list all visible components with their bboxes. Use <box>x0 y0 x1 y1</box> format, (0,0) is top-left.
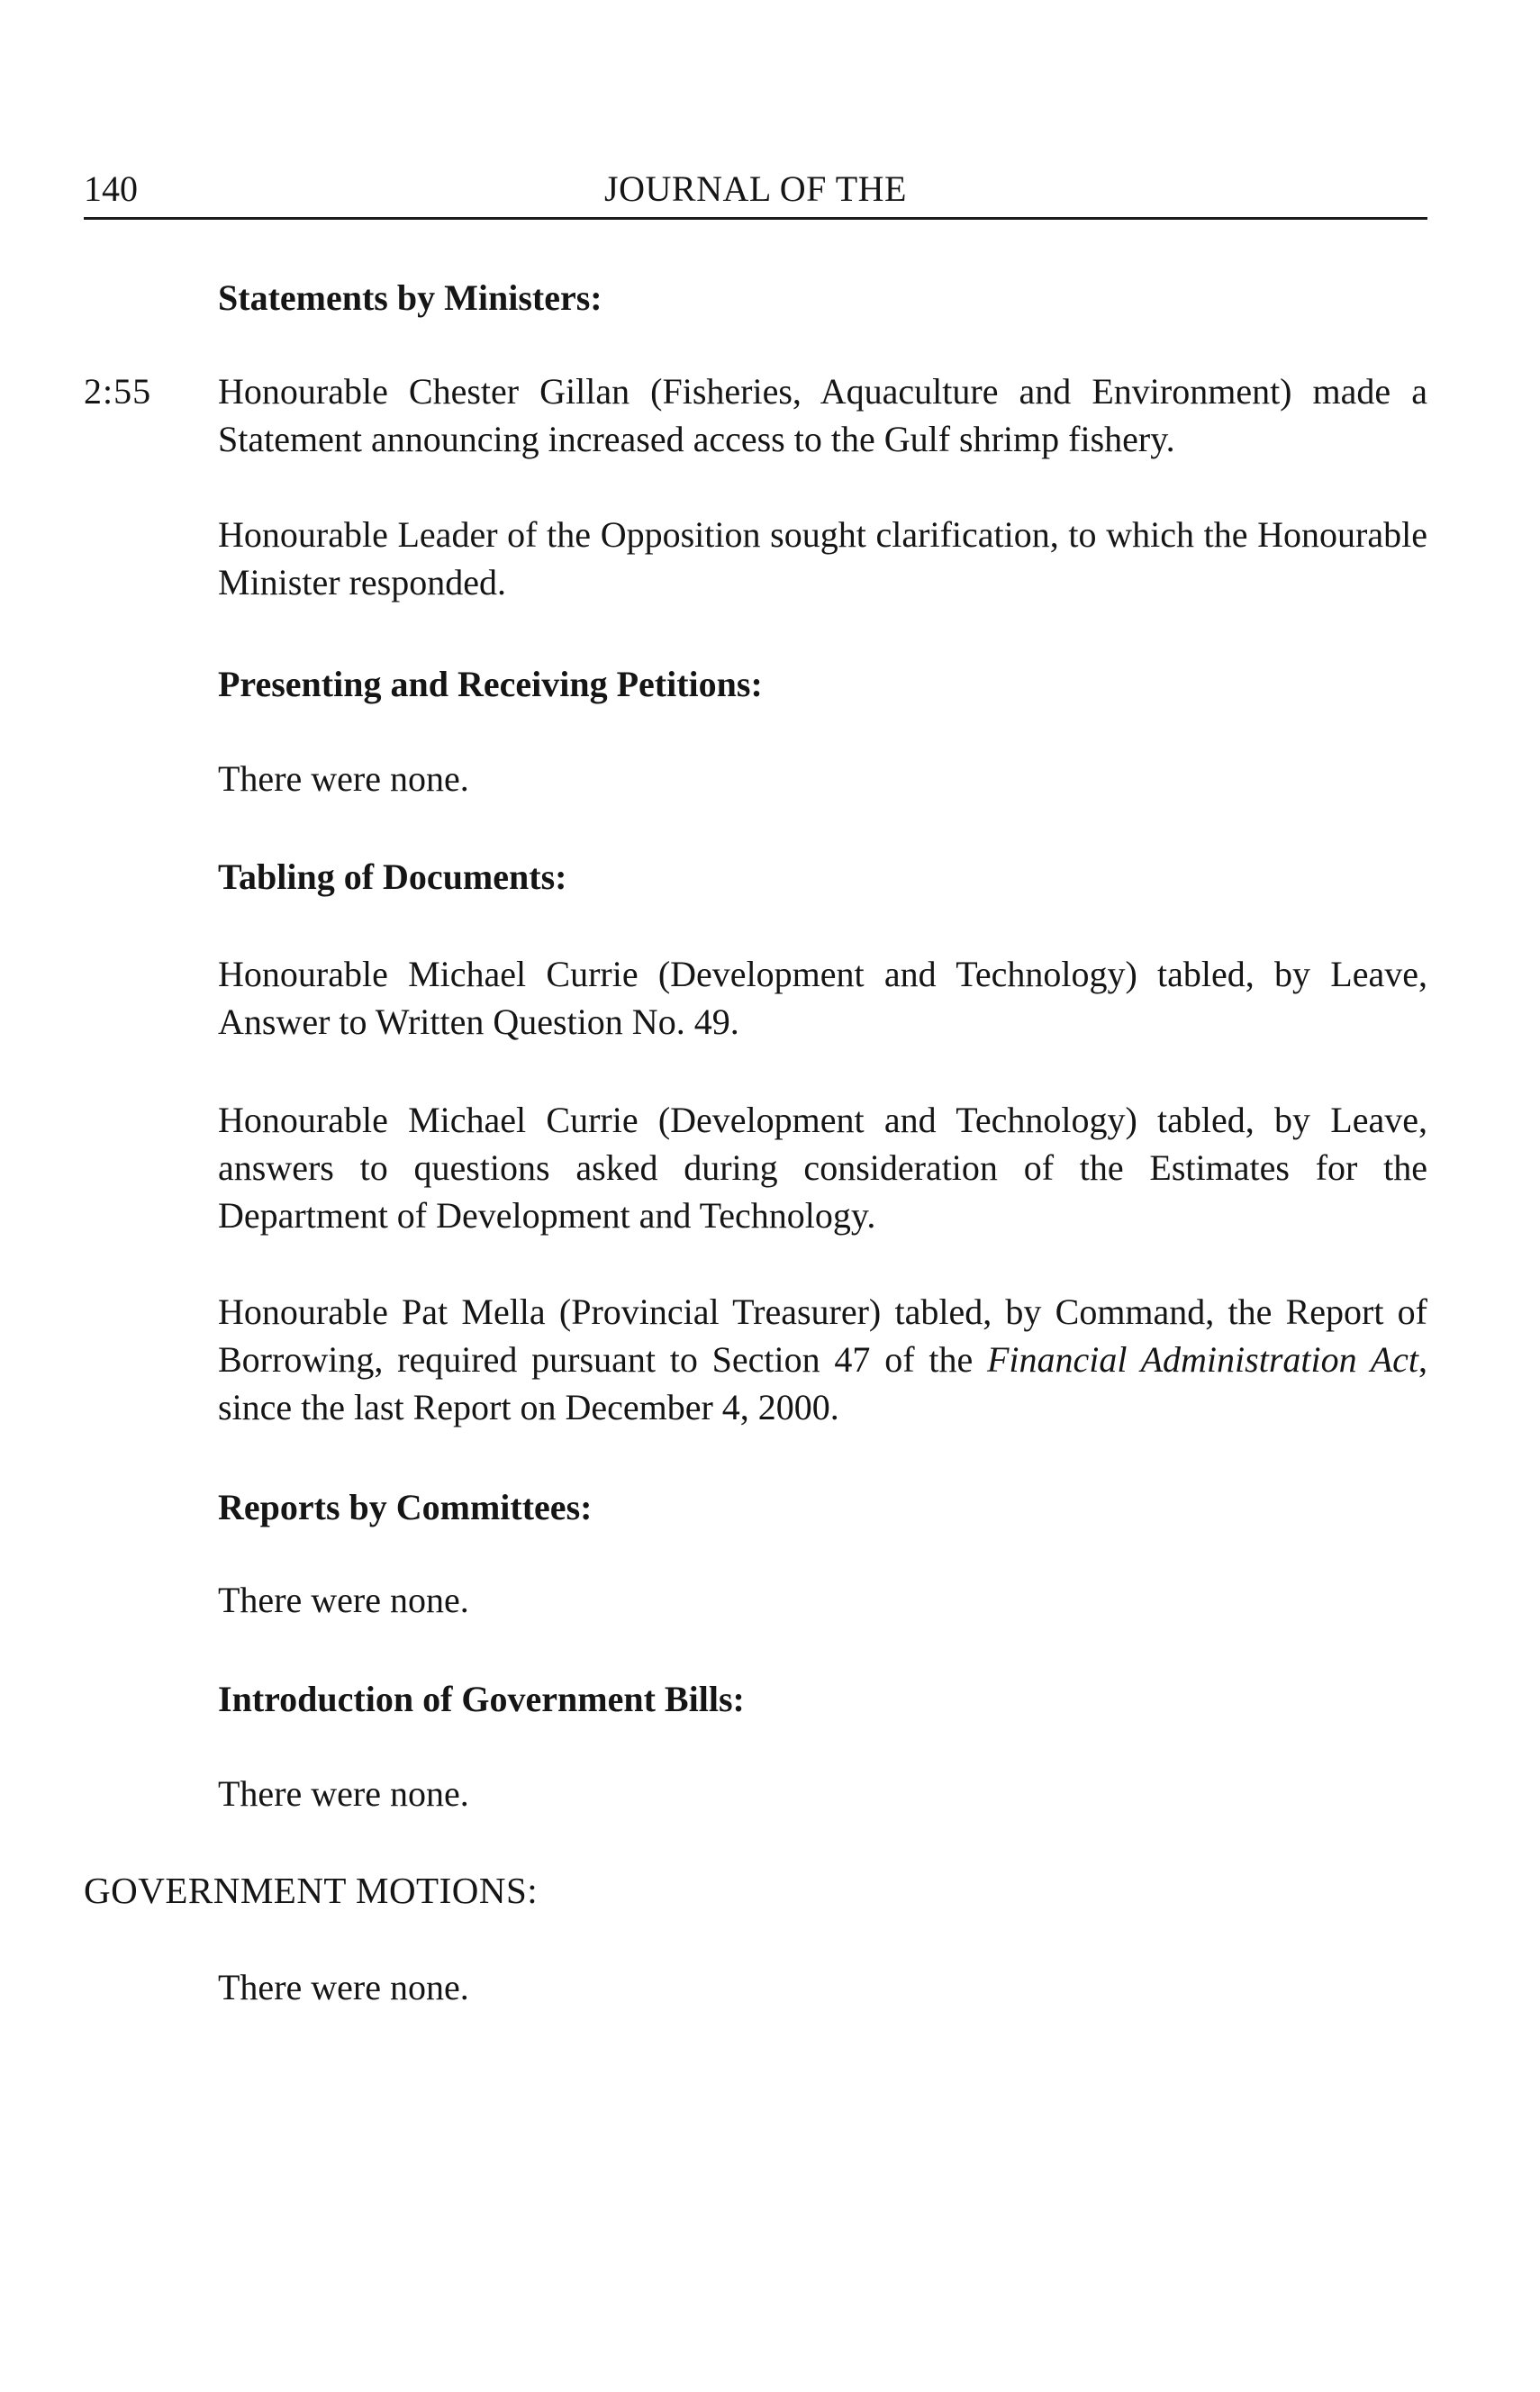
committees-text: There were none. <box>218 1580 469 1620</box>
tabling-paragraph-2: Honourable Michael Currie (Development and Technology) tabled, by Leave, answers to questions asked during consideration of the Estimates for the Department of Development and Technology. <box>218 1100 1427 1236</box>
running-title: JOURNAL OF THE <box>604 168 907 209</box>
section-heading-reports-by-committees: Reports by Committees: <box>218 1487 593 1527</box>
section-heading-government-motions: GOVERNMENT MOTIONS: <box>84 1870 539 1911</box>
sitting-time: 2:55 <box>84 371 152 412</box>
tabling-paragraph-3-end: , since the last Report on December 4, 2000. <box>218 1339 1427 1427</box>
section-heading-petitions: Presenting and Receiving Petitions: <box>218 664 763 704</box>
government-motions-text: There were none. <box>218 1967 469 2007</box>
page-number: 140 <box>84 168 138 209</box>
page-header <box>84 167 1427 220</box>
section-heading-statements-by-ministers: Statements by Ministers: <box>218 277 602 318</box>
section-heading-tabling-of-documents: Tabling of Documents: <box>218 856 567 897</box>
section-heading-government-bills: Introduction of Government Bills: <box>218 1679 745 1719</box>
petitions-text: There were none. <box>218 758 469 799</box>
statement-paragraph: Honourable Chester Gillan (Fisheries, Aquaculture and Environment) made a Statement announcing increased access to the Gulf shrimp fishery. <box>218 371 1427 459</box>
clarification-paragraph: Honourable Leader of the Opposition sought clarification, to which the Honourable Minister responded. <box>218 514 1427 603</box>
government-bills-text: There were none. <box>218 1773 469 1814</box>
tabling-paragraph-1: Honourable Michael Currie (Development and Technology) tabled, by Leave, Answer to Written Question No. 49. <box>218 954 1427 1042</box>
tabling-paragraph-3 <box>218 1288 1427 1431</box>
tabling-paragraph-3-text: Honourable Pat Mella (Provincial Treasurer) tabled, by Command, the Report of Borrowing, required pursuant to Section 47 of the <box>218 1291 1427 1380</box>
financial-administration-act-title: Financial Administration Act <box>987 1339 1418 1380</box>
